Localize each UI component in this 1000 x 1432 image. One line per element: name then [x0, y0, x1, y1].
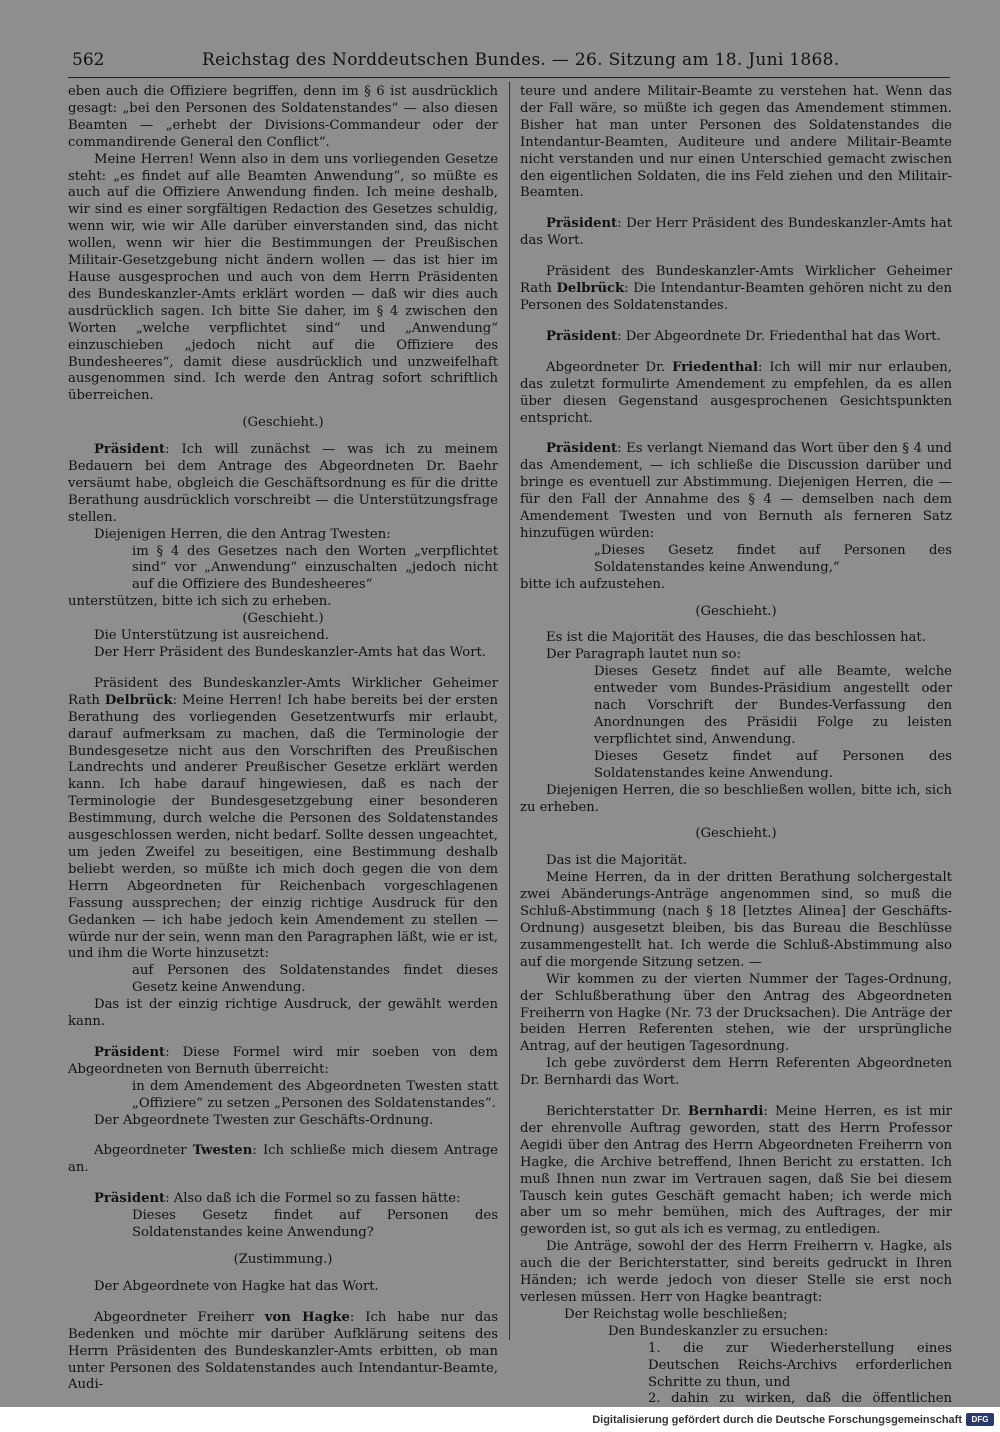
paragraph: Abgeordneter Freiherr von Hagke: Ich habe nur das Bedenken und möchte mir darüber Aufklärung seitens des Herrn Präsidenten des Bundeskanzler-Amts erbitten, ob man unter Personen des Soldatenstandes auch Intendantur-Beamte, Audi- — [68, 1309, 498, 1393]
quoted-paragraph-text: Dieses Gesetz findet auf Personen des Soldatenstandes keine Anwendung. — [594, 748, 952, 781]
paragraph: Präsident: Ich will zunächst — was ich zu meinem Bedauern bei dem Antrage des Abgeordneten Dr. Baehr versäumt habe, obgleich die Geschäftsordnung es für die dritte Berathung ausdrücklich vorschreibt — die Unterstützungsfrage stellen. — [68, 442, 498, 525]
list-item: 2. dahin zu wirken, daß die öffentlichen — [648, 1391, 952, 1407]
paragraph: Diejenigen Herren, die den Antrag Twesten: — [94, 526, 391, 542]
header-rule — [68, 77, 950, 78]
paragraph: Es ist die Majorität des Hauses, die das beschlossen hat. — [546, 630, 926, 646]
stage-direction: (Zustimmung.) — [233, 1252, 333, 1267]
paragraph: unterstützen, bitte ich sich zu erheben. — [68, 594, 332, 610]
paragraph: Präsident des Bundeskanzler-Amts Wirklicher Geheimer Rath Delbrück: Die Intendantur-Beamten gehören nicht zu den Personen des Soldatenstandes. — [520, 264, 952, 313]
paragraph: Meine Herren, da in der dritten Berathung solchergestalt zwei Abänderungs-Anträge angenommen sind, so muß die Schluß-Abstimmung (nach § 18 [letztes Alinea] der Geschäfts-Ordnung) ausgesetzt bleiben, bis das Bureau die Beschlüsse zusammengestellt hat. Ich werde die Schluß-Abstimmung also auf die morgende Sitzung setzen. — — [520, 870, 952, 970]
motion-line: Den Bundeskanzler zu ersuchen: — [608, 1323, 829, 1339]
paragraph: bitte ich aufzustehen. — [520, 576, 666, 592]
paragraph: Präsident: Der Herr Präsident des Bundeskanzler-Amts hat das Wort. — [520, 216, 952, 249]
speaker-name: Friedenthal — [672, 359, 758, 375]
right-column — [520, 84, 952, 1407]
paragraph: Ich gebe zuvörderst dem Herrn Referenten Abgeordneten Dr. Bernhardi das Wort. — [520, 1056, 952, 1089]
paragraph: Abgeordneter Dr. Friedenthal: Ich will mir nur erlauben, das zuletzt formulirte Amendement zu empfehlen, da es allen über diesen Gegenstand ausgesprochenen Gesichtspunkten entspricht. — [520, 359, 952, 426]
paragraph: Präsident: Also daß ich die Formel so zu fassen hätte: — [94, 1191, 461, 1207]
speaker-name: Präsident — [94, 1044, 166, 1060]
motion-list — [520, 1341, 952, 1407]
list-item: 1. die zur Wiederherstellung eines Deutschen Reichs-Archivs erforderlichen Schritte zu thun, und — [648, 1340, 952, 1390]
speaker-name: Präsident — [94, 1191, 166, 1207]
speaker-name: Bernhardi — [687, 1104, 764, 1120]
paragraph: Präsident: Diese Formel wird mir soeben von dem Abgeordneten von Bernuth überreicht: — [68, 1044, 498, 1077]
paragraph: Der Herr Präsident des Bundeskanzler-Amts hat das Wort. — [94, 645, 486, 660]
paragraph: Der Abgeordnete Twesten zur Geschäfts-Ordnung. — [94, 1112, 434, 1128]
quoted-paragraph-text: Dieses Gesetz findet auf alle Beamte, welche entweder vom Bundes-Präsidium angestellt oder nach Vorschrift der Bundes-Verfassung den Anordnungen des Präsidii Folge zu leisten verpflichtet sind, Anwendung. — [594, 664, 952, 747]
motion-line: Der Reichstag wolle beschließen; — [564, 1306, 788, 1322]
speaker-name: von Hagke — [264, 1309, 350, 1325]
paragraph: Abgeordneter Twesten: Ich schließe mich diesem Antrage an. — [68, 1143, 498, 1176]
page-number: 562 — [72, 50, 105, 70]
paragraph: Der Paragraph lautet nun so: — [546, 647, 741, 663]
speaker-name: Delbrück — [104, 692, 173, 708]
quoted-motion: Dieses Gesetz findet auf Personen des Soldatenstandes keine Anwendung? — [132, 1208, 498, 1241]
stage-direction: (Geschieht.) — [242, 415, 324, 431]
quoted-motion: in dem Amendement des Abgeordneten Twesten statt „Offiziere“ zu setzen „Personen des Soldatenstandes“. — [132, 1078, 498, 1111]
paragraph: Diejenigen Herren, die so beschließen wollen, bitte ich, sich zu erheben. — [520, 782, 952, 815]
speaker-name: Präsident — [94, 442, 166, 458]
paragraph: Die Anträge, sowohl der des Herrn Freiherrn v. Hagke, als auch die der Berichterstatter, sind bereits gedruckt in Ihren Händen; ich werde jedoch von dieser Stelle sie erst noch verlesen müssen. Herr von Hagke beantragt: — [520, 1239, 952, 1305]
speaker-name: Präsident — [546, 328, 618, 344]
stage-direction: (Geschieht.) — [695, 603, 777, 619]
footer-bar — [0, 1407, 1000, 1432]
column-divider — [509, 82, 510, 1340]
paragraph: Das ist die Majorität. — [546, 853, 688, 869]
funding-credit: Digitalisierung gefördert durch die Deutsche Forschungsgemeinschaft — [592, 1414, 962, 1426]
paragraph: Die Unterstützung ist ausreichend. — [94, 628, 329, 644]
quoted-motion: im § 4 des Gesetzes nach den Worten „verpflichtet sind“ vor „Anwendung“ einzuschalten „jedoch nicht auf die Offiziere des Bundesheeres“ — [132, 543, 498, 593]
paragraph: Präsident des Bundeskanzler-Amts Wirklicher Geheimer Rath Delbrück: Meine Herren! Ich habe bereits bei der ersten Berathung des vorliegenden Gesetzentwurfs mir erlaubt, darauf aufmerksam zu machen, daß die Terminologie der Bundesgesetze nicht aus den Vorschriften des Preußischen Landrechts und anderer Preußischer Gesetze erklärt werden kann. Ich habe darauf hingewiesen, daß es nach der Terminologie der Bundesgesetzgebung einer besonderen Bestimmung, durch welche die Personen des Soldatenstandes ausgeschlossen werden, nicht bedarf. Sollte dessen ungeachtet, um jeden Zweifel zu beseitigen, eine Bestimmung deshalb beliebt werden, so müßte ich mich doch gegen die von dem Herrn Abgeordneten für Reichenbach vorgeschlagenen Fassung aussprechen; der einzig richtige Ausdruck für den Gedanken — ich habe jedoch kein Amendement zu stellen — würde nur der sein, wenn man den Paragraphen läßt, wie er ist, und ihm die Worte hinzusetzt: — [68, 675, 498, 962]
header-title: Reichstag des Norddeutschen Bundes. — 26. Sitzung am 18. Juni 1868. — [202, 50, 840, 70]
speaker-name: Präsident — [546, 441, 618, 457]
speaker-name: Präsident — [546, 216, 618, 232]
paragraph: teure und andere Militair-Beamte zu verstehen hat. Wenn das der Fall wäre, so müßte ich gegen das Amendement stimmen. Bisher hat man unter Personen des Soldatenstandes die Intendantur-Beamten, Auditeure und andere Militair-Beamte nicht verstanden und nur einen Unterschied gemacht zwischen den eigentlichen Soldaten, die ins Feld ziehen und den Militair-Beamten. — [520, 84, 952, 201]
dfg-logo: DFG — [966, 1413, 994, 1426]
speaker-name: Twesten — [192, 1143, 253, 1159]
quoted-motion: „Dieses Gesetz findet auf Personen des Soldatenstandes keine Anwendung,“ — [594, 542, 952, 575]
stage-direction: (Geschieht.) — [242, 611, 324, 627]
paragraph: Präsident: Es verlangt Niemand das Wort über den § 4 und das Amendement, — ich schließe die Discussion darüber und bringe es eventuell zur Abstimmung. Diejenigen Herren, die — für den Fall der Annahme des § 4 — demselben nach dem Amendement Twesten und von Bernuth als ferneren Satz hinzufügen würden: — [520, 441, 952, 541]
paragraph: eben auch die Offiziere begriffen, denn im § 6 ist ausdrücklich gesagt: „bei den Personen des Soldatenstandes“ — also diesen Beamten — „erhebt der Divisions-Commandeur oder der commandirende General den Conflict“. — [68, 84, 498, 150]
paragraph: Wir kommen zu der vierten Nummer der Tages-Ordnung, der Schlußberathung über den Antrag des Abgeordneten Freiherrn von Hagke (Nr. 73 der Drucksachen). Die Anträge der beiden Herren Referenten stehen, wie der ursprüngliche Antrag, auf der heutigen Tagesordnung. — [520, 971, 952, 1055]
speaker-name: Delbrück — [556, 281, 625, 297]
paragraph: Der Abgeordnete von Hagke hat das Wort. — [94, 1278, 379, 1294]
paragraph: Das ist der einzig richtige Ausdruck, der gewählt werden kann. — [68, 997, 498, 1030]
paragraph: Berichterstatter Dr. Bernhardi: Meine Herren, es ist mir der ehrenvolle Auftrag geworden, statt des Herrn Professor Aegidi über den Antrag des Herrn Abgeordneten Freiherrn von Hagke, die Archive betreffend, Ihnen Bericht zu erstatten. Ich muß Ihnen nun zwar im Vertrauen sagen, daß Sie bei diesem Tausch kein gutes Geschäft gemacht haben; ich werde mich aber um so mehr bemühen, mich des Auftrages, der mir geworden ist, so gut als ich es vermag, zu entledigen. — [520, 1104, 952, 1238]
stage-direction: (Geschieht.) — [695, 826, 777, 842]
left-column — [68, 84, 498, 1394]
paragraph: Präsident: Der Abgeordnete Dr. Friedenthal hat das Wort. — [546, 328, 941, 344]
running-header — [70, 48, 950, 76]
quoted-motion: auf Personen des Soldatenstandes findet dieses Gesetz keine Anwendung. — [132, 963, 498, 996]
paragraph: Meine Herren! Wenn also in dem uns vorliegenden Gesetze steht: „es findet auf alle Beamten Anwendung“, so müßte es auch auf die Offiziere Anwendung finden. Ich meine deshalb, wir sind es einer sorgfältigen Redaction des Gesetzes schuldig, wenn wir, wie wir Alle darüber einverstanden sind, das nicht wollen, wenn wir hier die Bestimmungen der Preußischen Militair-Gesetzgebung nicht ändern wollen — das ist hier im Hause ausgesprochen und auch von dem Herrn Präsidenten des Bundeskanzler-Amts erklärt worden — daß wir dies auch ausdrücklich sagen. Ich bitte Sie daher, im § 4 zwischen den Worten „welche verpflichtet sind“ und „Anwendung“ einzuschieben „jedoch nicht auf die Offiziere des Bundesheeres“, damit diese ausdrücklich und unzweifelhaft ausgenommen sind. Ich werde den Antrag sofort schriftlich überreichen. — [68, 151, 498, 404]
